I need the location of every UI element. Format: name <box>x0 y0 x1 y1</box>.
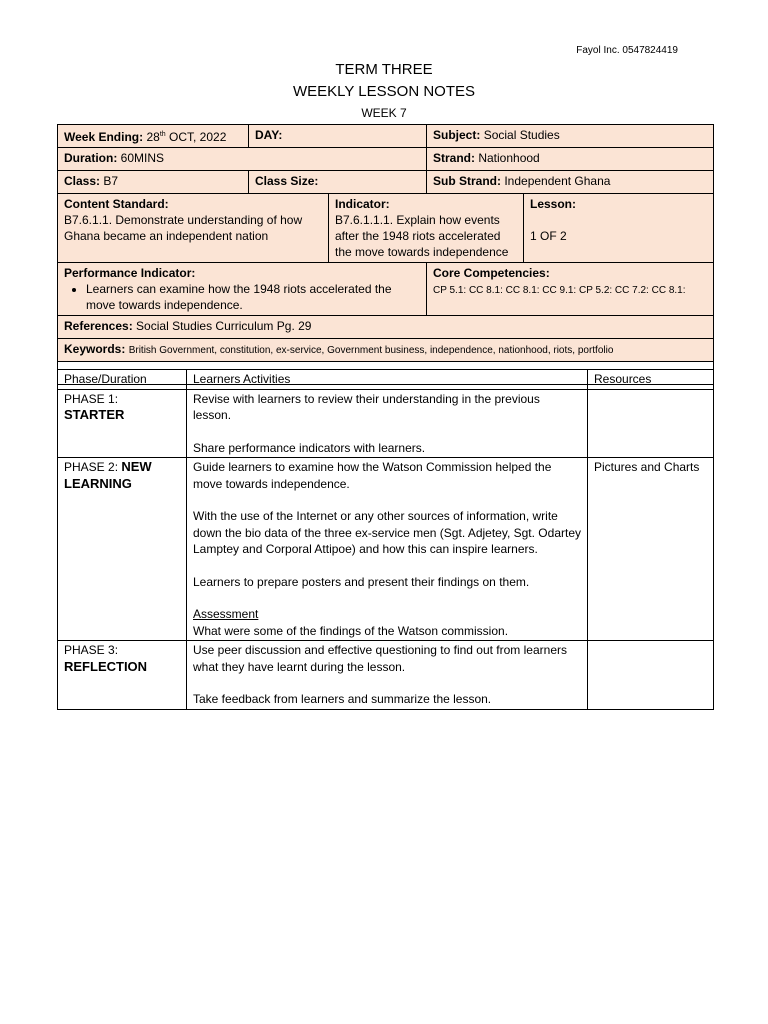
activities-column-header: Learners Activities <box>187 370 588 390</box>
sub-strand-cell: Sub Strand: Independent Ghana <box>427 171 714 194</box>
lesson-phases-table <box>57 369 714 710</box>
phase1-activities: Revise with learners to review their understanding in the previous lesson. Share performance indicators with learners. <box>187 389 588 458</box>
lesson-header-table <box>57 124 714 385</box>
day-cell: DAY: <box>249 125 427 148</box>
performance-indicator-item: • Learners can examine how the 1948 riots accelerated the move towards independence. <box>86 281 420 313</box>
content-standard-cell: Content Standard: B7.6.1.1. Demonstrate understanding of how Ghana became an independent nation <box>58 194 329 263</box>
strand-cell: Strand: Nationhood <box>427 148 714 171</box>
term-title: TERM THREE <box>335 61 433 78</box>
phase3-cell: PHASE 3: REFLECTION <box>58 641 187 710</box>
phase3-resources <box>588 641 714 710</box>
phase3-activities: Use peer discussion and effective questioning to find out from learners what they have learnt during the lesson. Take feedback from learners and summarize the lesson. <box>187 641 588 710</box>
core-competencies-cell: Core Competencies: CP 5.1: CC 8.1: CC 8.1: CC 9.1: CP 5.2: CC 7.2: CC 8.1: <box>427 263 714 316</box>
phase2-cell: PHASE 2: NEW LEARNING <box>58 458 187 641</box>
performance-indicator-cell: Performance Indicator: • Learners can examine how the 1948 riots accelerated the move towards independence. <box>58 263 427 316</box>
indicator-cell: Indicator: B7.6.1.1.1. Explain how events after the 1948 riots accelerated the move towards independence <box>329 194 524 263</box>
phase1-resources <box>588 389 714 458</box>
week-ending-cell: Week Ending: 28th OCT, 2022 <box>58 125 249 148</box>
references-cell: References: Social Studies Curriculum Pg. 29 <box>58 316 714 339</box>
phase-column-header: Phase/Duration <box>58 370 187 390</box>
lesson-cell: Lesson: 1 OF 2 <box>524 194 714 263</box>
phase1-cell: PHASE 1: STARTER <box>58 389 187 458</box>
contact-info: Fayol Inc. 0547824419 <box>576 45 678 56</box>
class-size-cell: Class Size: <box>249 171 427 194</box>
phase2-activities: Guide learners to examine how the Watson Commission helped the move towards independence. With the use of the Internet or any other sources of information, write down the bio data of the three ex-service men (Sgt. Adjetey, Sgt. Odartey Lamptey and Corporal Attipoe) and how this can inspire learners. Learners to prepare posters and present their findings on them. Assessment What were some of the findings of the Watson commission. <box>187 458 588 641</box>
class-cell: Class: B7 <box>58 171 249 194</box>
duration-cell: Duration: 60MINS <box>58 148 427 171</box>
subject-cell: Subject: Social Studies <box>427 125 714 148</box>
phase2-resources: Pictures and Charts <box>588 458 714 641</box>
week-label: WEEK 7 <box>361 106 407 120</box>
document-title: WEEKLY LESSON NOTES <box>293 83 475 100</box>
resources-column-header: Resources <box>588 370 714 390</box>
keywords-cell: Keywords: British Government, constitution, ex-service, Government business, independence, nationhood, riots, portfolio <box>58 339 714 362</box>
